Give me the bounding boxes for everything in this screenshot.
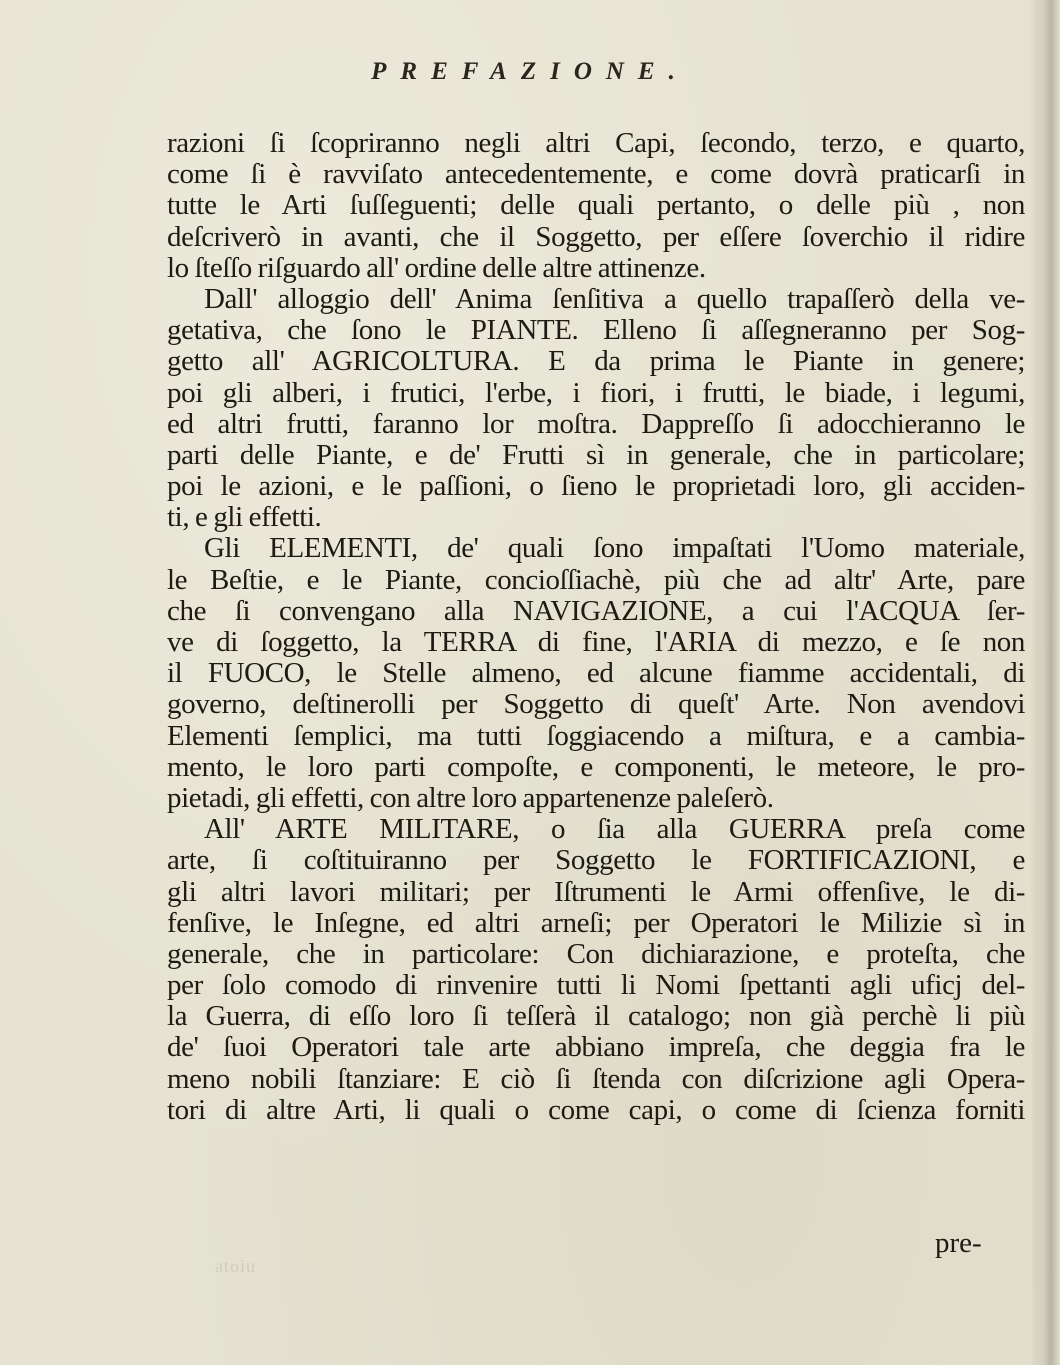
text-line: getativa, che ſono le PIANTE. Elleno ſi aſſegneranno per Sog- — [167, 314, 1025, 347]
text-line: Elementi ſemplici, ma tutti ſoggiacendo a miſtura, e a cambia- — [167, 719, 1025, 752]
text-line: tutte le Arti ſuſſeguenti; delle quali pertanto, o delle più , non — [167, 189, 1025, 222]
text-line: che ſi convengano alla NAVIGAZIONE, a cui l'ACQUA ſer- — [167, 594, 1025, 627]
body-text — [167, 128, 1025, 1126]
text-line: mento, le loro parti compoſte, e componenti, le meteore, le pro- — [167, 750, 1025, 783]
text-line: parti delle Piante, e de' Frutti sì in generale, che in particolare; — [167, 438, 1025, 471]
text-line: fenſive, le Inſegne, ed altri arneſi; per Operatori le Milizie sì in — [167, 906, 1025, 939]
catchword: pre- — [935, 1227, 982, 1259]
text-line: ed altri frutti, faranno lor moſtra. Dappreſſo ſi adocchieranno le — [167, 407, 1025, 440]
text-line: tori di altre Arti, li quali o come capi, o come di ſcienza forniti — [167, 1093, 1025, 1126]
text-line: governo, deſtinerolli per Soggetto di queſt' Arte. Non avendovi — [167, 688, 1025, 721]
paragraph-first-line: Gli ELEMENTI, de' quali ſono impaſtati l'Uomo materiale, — [204, 532, 1025, 565]
page-edge-shadow — [1030, 0, 1060, 1365]
paragraph-first-line: All' ARTE MILITARE, o ſia alla GUERRA preſa come — [204, 813, 1025, 846]
running-head — [0, 58, 1060, 86]
text-line: il FUOCO, le Stelle almeno, ed alcune fiamme accidentali, di — [167, 657, 1025, 690]
text-line: poi gli alberi, i frutici, l'erbe, i fiori, i frutti, le biade, i legumi, — [167, 376, 1025, 409]
text-line: getto all' AGRICOLTURA. E da prima le Piante in genere; — [167, 345, 1025, 378]
text-line: generale, che in particolare: Con dichiarazione, e proteſta, che — [167, 937, 1025, 970]
text-line: per ſolo comodo di rinvenire tutti li Nomi ſpettanti agli uficj del- — [167, 969, 1025, 1002]
bleed-through-text: atoiu — [215, 1256, 256, 1276]
running-head-title: PREFAZIONE. — [371, 58, 689, 85]
text-line: la Guerra, di eſſo loro ſi teſſerà il catalogo; non già perchè li più — [167, 1000, 1025, 1033]
text-line: poi le azioni, e le paſſioni, o ſieno le proprietadi loro, gli acciden- — [167, 470, 1025, 503]
text-line: deſcriverò in avanti, che il Soggetto, per eſſere ſoverchio il ridire — [167, 220, 1025, 253]
text-line: le Beſtie, e le Piante, concioſſiachè, più che ad altr' Arte, pare — [167, 563, 1025, 596]
paragraph-first-line: Dall' alloggio dell' Anima ſenſitiva a quello trapaſſerò della ve- — [204, 282, 1025, 315]
text-line: meno nobili ſtanziare: E ciò ſi ſtenda con diſcrizione agli Opera- — [167, 1062, 1025, 1095]
text-line: lo ſteſſo riſguardo all' ordine delle altre attinenze. — [167, 251, 706, 284]
text-line: ve di ſoggetto, la TERRA di fine, l'ARIA di mezzo, e ſe non — [167, 626, 1025, 658]
text-line: gli altri lavori militari; per Iſtrumenti le Armi offenſive, le di- — [167, 875, 1025, 908]
text-line: arte, ſi coſtituiranno per Soggetto le FORTIFICAZIONI, e — [167, 844, 1025, 877]
text-line: come ſi è ravviſato antecedentemente, e come dovrà praticarſi in — [167, 158, 1025, 191]
text-line: ti, e gli effetti. — [167, 501, 322, 534]
text-line: pietadi, gli effetti, con altre loro appartenenze paleſerò. — [167, 781, 774, 814]
text-line: razioni ſi ſcopriranno negli altri Capi, ſecondo, terzo, e quarto, — [167, 127, 1025, 159]
text-line: de' ſuoi Operatori tale arte abbiano impreſa, che deggia fra le — [167, 1031, 1025, 1064]
